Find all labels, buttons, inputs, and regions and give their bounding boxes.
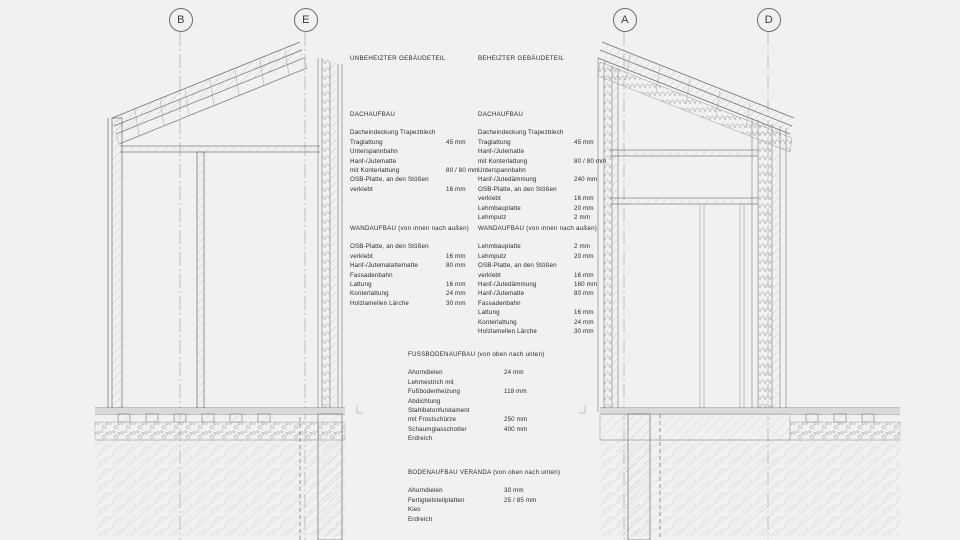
spec-row [408,378,550,387]
spec-value: 20 mm [574,252,594,260]
spec-label: Dacheindeckung Trapezblech [350,129,436,137]
spec-label: Lehmputz [478,252,507,260]
spec-label: Dacheindeckung Trapezblech [478,129,564,137]
spec-block-wall-left [350,224,492,308]
spec-value: 16 mm [446,252,466,260]
spec-row [350,157,492,166]
spec-row [408,415,550,424]
spec-row [350,271,492,280]
spec-label: Unterspannbahn [478,167,526,175]
grid-bubble-label: A [621,14,629,26]
spec-row [408,406,550,415]
spec-label: Kies [408,506,421,514]
grid-bubble-d [757,8,781,32]
spec-row [478,138,620,147]
spec-row [350,261,492,270]
spec-value: 2 mm [574,214,591,222]
spec-row [478,204,620,213]
spec-row [408,387,550,396]
spec-heading: WANDAUFBAU (von innen nach außen) [478,225,598,232]
spec-value: 45 mm [446,138,466,146]
spec-value: 80 / 80 mm [574,157,607,165]
spec-value: 80 mm [446,262,466,270]
spec-row [478,289,620,298]
spec-label: mit Konterlattung [350,167,400,175]
spec-label: Lattung [478,309,500,317]
spec-row [350,299,492,308]
spec-value: 160 mm [574,281,598,289]
spec-value: 250 mm [504,416,528,424]
spec-label: Lehmbauplatte [478,204,521,212]
spec-row [478,318,620,327]
spec-label: Hanf-/Jutedämmung [478,281,537,289]
spec-label: Lattung [350,281,372,289]
spec-label: Lehmbauplatte [478,243,521,251]
spec-value: 80 mm [574,290,594,298]
grid-bubble-e [294,8,318,32]
spec-row [478,271,620,280]
spec-row [478,175,620,184]
spec-heading: DACHAUFBAU [350,111,396,118]
spec-value: 16 mm [446,281,466,289]
spec-row [408,496,560,505]
spec-label: Fußbodenheizung [408,388,461,396]
spec-heading: FUSSBODENAUFBAU (von oben nach unten) [408,351,545,358]
spec-label: OSB-Platte, an den Stößen [350,243,429,251]
spec-label: Hanf-/Jutematattematte [350,262,418,270]
spec-row [478,194,620,203]
spec-value: 24 mm [446,290,466,298]
spec-row [350,175,492,184]
spec-label: Traglattung [478,138,511,146]
spec-row [478,166,620,175]
spec-heading: BODENAUFBAU VERANDA (von oben nach unten) [408,469,561,476]
spec-row [350,138,492,147]
spec-label: Konterlattung [478,318,517,326]
spec-row [478,280,620,289]
spec-row [408,515,560,524]
spec-label: mit Konterlattung [478,157,528,165]
spec-row [478,299,620,308]
spec-row [478,252,620,261]
spec-label: Holzlamellen Lärche [478,328,537,336]
spec-row [478,327,620,336]
spec-value: 30 mm [574,328,594,336]
spec-row [408,397,550,406]
spec-label: Abdichtung [408,397,441,405]
zone-title-heated: BEHEIZTER GEBÄUDETEIL [478,55,565,62]
spec-value [504,378,550,387]
grid-bubble-label: E [302,14,310,26]
spec-row [478,157,620,166]
spec-label: verklebt [478,195,501,203]
spec-heading: DACHAUFBAU [478,111,524,118]
spec-value: 240 mm [574,176,598,184]
spec-row [350,128,492,137]
spec-block-veranda [408,468,560,524]
grid-bubble-label: D [764,14,774,26]
spec-value [574,128,620,137]
spec-value: 45 mm [574,138,594,146]
spec-row [478,185,620,194]
spec-value: 30 mm [504,487,524,495]
spec-label: Hanf-/Jutematte [478,148,525,156]
grid-bubble-a [613,8,637,32]
spec-row [478,242,620,251]
spec-heading: WANDAUFBAU (von innen nach außen) [350,225,470,232]
spec-block-floor [408,350,550,444]
spec-label: Unterspannbahn [350,148,398,156]
spec-label: verklebt [350,185,373,193]
spec-label: Fassadenbahn [350,271,393,279]
spec-value: 2 mm [574,243,591,251]
spec-label: Erdreich [408,515,433,523]
spec-label: Ahorndielen [408,487,443,495]
spec-value [504,406,550,415]
spec-label: Hanf-/Jutematte [350,157,397,165]
spec-label: Fassadenbahn [478,299,521,307]
spec-value [574,261,620,270]
spec-label: Konterlattung [350,290,389,298]
spec-row [408,425,550,434]
spec-label: Lehmestrich mit [408,378,454,386]
spec-label: verklebt [478,271,501,279]
spec-value: 400 mm [504,425,528,433]
grid-bubble-label: B [177,14,185,26]
spec-value: 30 mm [446,299,466,307]
spec-label: Stahlbetonfundament [408,407,470,415]
spec-block-roof-right [478,110,620,222]
spec-row [350,185,492,194]
spec-value: 24 mm [504,369,524,377]
spec-row [408,368,550,377]
spec-value [504,515,550,524]
spec-value: 16 mm [574,271,594,279]
spec-row [350,252,492,261]
spec-label: OSB-Platte, an den Stößen [350,176,429,184]
spec-value: 16 mm [446,185,466,193]
spec-row [408,505,560,514]
spec-value [504,505,550,514]
grid-bubble-b [169,8,193,32]
spec-value [574,185,620,194]
spec-label: Erdreich [408,435,433,443]
spec-label: Traglattung [350,138,383,146]
spec-row [478,308,620,317]
spec-row [478,213,620,222]
spec-label: Holzlamellen Lärche [350,299,409,307]
spec-row [350,242,492,251]
spec-row [350,280,492,289]
spec-label: OSB-Platte, an den Stößen [478,262,557,270]
spec-block-roof-left [350,110,492,194]
spec-row [350,289,492,298]
spec-label: Hanf-/Jutedämmung [478,176,537,184]
spec-label: OSB-Platte, an den Stößen [478,185,557,193]
spec-value: 80 / 80 mm [446,167,479,175]
spec-value [574,147,620,156]
spec-value [504,434,550,443]
spec-label: Hanf-/Jutematte [478,290,525,298]
spec-block-wall-right [478,224,620,336]
spec-value [504,397,550,406]
spec-label: mit Frostschürze [408,416,457,424]
spec-value [574,299,620,308]
spec-label: Fertigteilstellplatten [408,496,465,504]
spec-label: verklebt [350,252,373,260]
spec-row [478,128,620,137]
spec-value: 24 mm [574,318,594,326]
spec-row [350,147,492,156]
spec-value: 25 / 85 mm [504,496,537,504]
spec-value: 16 mm [574,309,594,317]
spec-label: Ahorndielen [408,369,443,377]
spec-row [408,434,550,443]
spec-row [478,261,620,270]
spec-row [350,166,492,175]
spec-value: 20 mm [574,204,594,212]
spec-value: 16 mm [574,195,594,203]
spec-value [574,166,620,175]
spec-label: Lehmputz [478,214,507,222]
spec-row [408,486,560,495]
spec-row [478,147,620,156]
spec-value: 118 mm [504,388,527,396]
zone-title-unheated: UNBEHEIZTER GEBÄUDETEIL [350,55,446,62]
spec-label: Schaumglasschotter [408,425,467,433]
